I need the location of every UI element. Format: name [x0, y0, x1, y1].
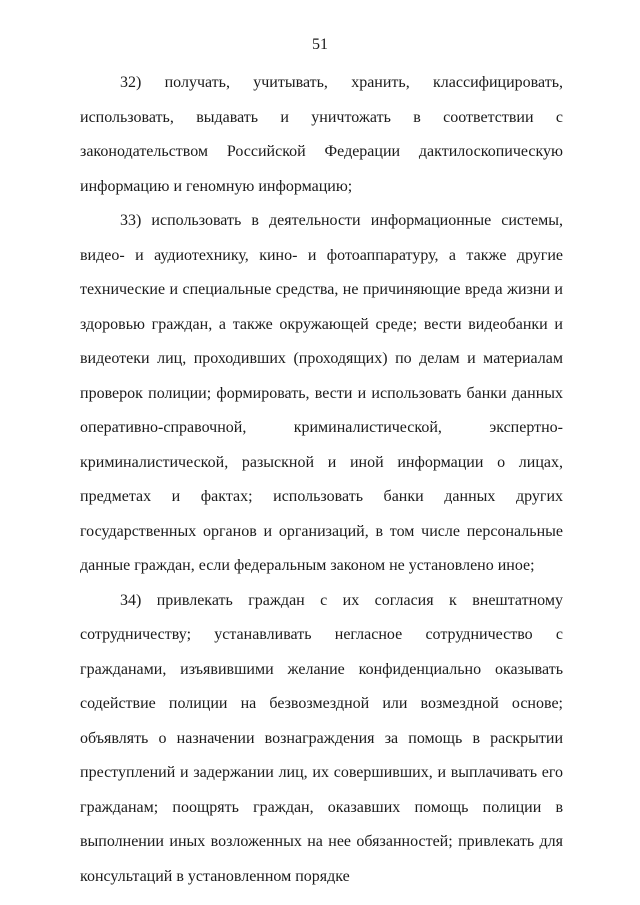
- document-body: [80, 66, 563, 894]
- paragraph-34: 34) привлекать граждан с их согласия к внештатному сотрудничеству; устанавливать негласное сотрудничество с гражданами, изъявившими желание конфиденциально оказывать содействие полиции на безвозмездной или возмездной основе; объявлять о назначении вознаграждения за помощь в раскрытии преступлений и задержании лиц, их совершивших, и выплачивать его гражданам; поощрять граждан, оказавших помощь полиции в выполнении иных возложенных на нее обязанностей; привлекать для консультаций в установленном порядке: [80, 591, 563, 885]
- paragraph-32: 32) получать, учитывать, хранить, классифицировать, использовать, выдавать и уничтожать в соответствии с законодательством Российской Федерации дактилоскопическую информацию и геномную информацию;: [80, 74, 563, 195]
- paragraph-33: 33) использовать в деятельности информационные системы, видео- и аудиотехнику, кино- и фотоаппаратуру, а также другие технические и специальные средства, не причиняющие вреда жизни и здоровью граждан, а также окружающей среде; вести видеобанки и видеотеки лиц, проходивших (проходящих) по делам и материалам проверок полиции; формировать, вести и использовать банки данных оперативно-справочной, криминалистической, экспертно-криминалистической, разыскной и иной информации о лицах, предметах и фактах; использовать банки данных других государственных органов и организаций, в том числе персональные данные граждан, если федеральным законом не установлено иное;: [80, 212, 563, 574]
- page-number: 51: [312, 36, 328, 53]
